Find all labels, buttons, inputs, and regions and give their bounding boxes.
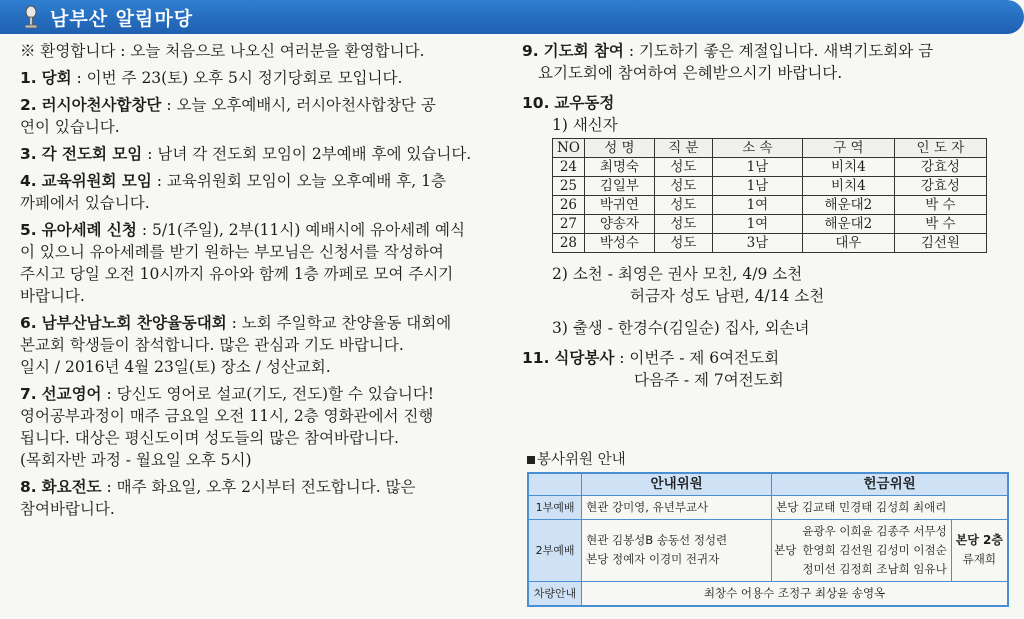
- service-label: 1부예배: [528, 495, 582, 519]
- table-row: [553, 196, 987, 215]
- new-member-table: [552, 138, 987, 253]
- page-title: 남부산 알림마당: [50, 8, 194, 30]
- column-header-offering: 헌금위원: [772, 473, 1008, 495]
- table-cell: 김선원: [894, 234, 986, 253]
- table-cell: 성도: [654, 158, 712, 177]
- header-bar: [0, 0, 1024, 34]
- offering-cell: 윤광우 이희윤 김종주 서무성 한영희 김선원 김성미 이점순 정미선 김정희 조남희 임유나: [798, 519, 951, 581]
- table-cell: 박 수: [894, 196, 986, 215]
- table-cell: 성도: [654, 177, 712, 196]
- table-row: [553, 215, 987, 234]
- microphone-icon: [20, 5, 42, 29]
- offering-cell: 본당 김교태 민경태 김성희 최애리: [772, 495, 1008, 519]
- column-header: 구 역: [802, 139, 894, 158]
- table-cell: 1남: [712, 177, 802, 196]
- table-cell: 24: [553, 158, 585, 177]
- notice-item-5: 5. 유아세례 신청 : 5/1(주일), 2부(11시) 예배시에 유아세례 예식 이 있으니 유아세례를 받기 원하는 부모님은 신청서를 작성하여 주시고 당일 오전 10시까지 유아와 함께 1층 까페로 모여 주시기 바랍니다.: [20, 221, 465, 305]
- table-header-row: [528, 473, 1008, 495]
- right-column: [522, 40, 1014, 396]
- table-cell: 25: [553, 177, 585, 196]
- table-cell: 성도: [654, 215, 712, 234]
- table-cell: 양송자: [584, 215, 654, 234]
- table-cell: 대우: [802, 234, 894, 253]
- notice-list: [20, 67, 510, 520]
- square-bullet-icon: [527, 456, 535, 464]
- notice-item-3: 3. 각 전도회 모임 : 남녀 각 전도회 모임이 2부예배 후에 있습니다.: [20, 145, 472, 163]
- table-cell: 최명숙: [584, 158, 654, 177]
- column-header: 인 도 자: [894, 139, 986, 158]
- table-cell: 27: [553, 215, 585, 234]
- table-row: [528, 519, 1008, 581]
- notice-item-8: 8. 화요전도 : 매주 화요일, 오후 2시부터 전도합니다. 많은 참여바랍니다.: [20, 478, 416, 518]
- table-row: [553, 177, 987, 196]
- table-cell: 해운대2: [802, 215, 894, 234]
- table-cell: 강효성: [894, 177, 986, 196]
- table-cell: 3남: [712, 234, 802, 253]
- table-cell: 성도: [654, 196, 712, 215]
- table-cell: 박 수: [894, 215, 986, 234]
- table-cell: 김일부: [584, 177, 654, 196]
- notice-item-11: 11. 식당봉사 : 이번주 - 제 6여전도회 다음주 - 제 7여전도회: [522, 349, 784, 389]
- notice-item-6: 6. 남부산남노회 찬양율동대회 : 노회 주일학교 찬양율동 대회에 본교회 학생들이 참석합니다. 많은 관심과 기도 바랍니다. 일시 / 2016년 4월 23일(토) 장소 / 성산교회.: [20, 314, 452, 376]
- guide-cell: 현관 강미영, 유년부교사: [582, 495, 772, 519]
- service-label: 2부예배: [528, 519, 582, 581]
- table-cell: 박성수: [584, 234, 654, 253]
- table-body: [553, 158, 987, 253]
- table-cell: 성도: [654, 234, 712, 253]
- notice-item-10: 10. 교우동정 1) 새신자 NO 성 명 직 분 소 속 구 역 인 도 자 24 최명숙 성도 1남 비치4 강효성 25 김일부 성도 1남 비치4 강효성 26 박귀연 성도 1여 해운대2 박 수 27 양송자 성도 1여 해운대2 박 수 28 박성수 성도 3남 대우 김선원 2) 소천 - 최영은 권사 모친, 4/9 소천 허금자 성도 남편, 4/14 소천 3) 출생 - 한경수(김일순) 집사, 외손녀: [522, 92, 1014, 339]
- table-cell: 비치4: [802, 177, 894, 196]
- notice-item-7: 7. 선교영어 : 당신도 영어로 설교(기도, 전도)할 수 있습니다! 영어공부과정이 매주 금요일 오전 11시, 2층 영화관에서 진행 됩니다. 대상은 평신도이며 성도들의 많은 참여바랍니다. (목회자반 과정 - 월요일 오후 5시): [20, 385, 435, 469]
- notice-item-2: 2. 러시아천사합창단 : 오늘 오후예배시, 러시아천사합창단 공 연이 있습니다.: [20, 96, 436, 136]
- volunteer-title: 봉사위원 안내: [527, 448, 626, 469]
- table-row: [553, 234, 987, 253]
- left-column: [20, 40, 510, 525]
- column-header: 소 속: [712, 139, 802, 158]
- table-row: [553, 158, 987, 177]
- notice-item-4: 4. 교육위원회 모임 : 교육위원회 모임이 오늘 오후예배 후, 1층 까페에서 있습니다.: [20, 172, 446, 212]
- guide-cell: 현관 김봉성B 송동선 정성련 본당 정예자 이경미 전귀자: [582, 519, 772, 581]
- table-cell: 1남: [712, 158, 802, 177]
- table-cell: 26: [553, 196, 585, 215]
- driver-names-cell: 최창수 어용수 조정구 최상윤 송영옥: [582, 581, 1008, 606]
- column-header: NO: [553, 139, 585, 158]
- table-cell: 1여: [712, 215, 802, 234]
- table-cell: 강효성: [894, 158, 986, 177]
- table-cell: 1여: [712, 196, 802, 215]
- notice-item-1: 1. 당회 : 이번 주 23(토) 오후 5시 정기당회로 모입니다.: [20, 69, 403, 87]
- table-cell: 비치4: [802, 158, 894, 177]
- offering-label: 본당: [772, 519, 799, 581]
- column-header: 성 명: [584, 139, 654, 158]
- notice-item-9: 9. 기도회 참여 : 기도하기 좋은 계절입니다. 새벽기도회와 금 요기도회에 참여하여 은혜받으시기 바랍니다.: [522, 42, 934, 82]
- table-cell: 박귀연: [584, 196, 654, 215]
- column-header-guide: 안내위원: [582, 473, 772, 495]
- extra-offering-cell: 본당 2층 류재희: [951, 519, 1008, 581]
- column-header: 직 분: [654, 139, 712, 158]
- table-header-row: [553, 139, 987, 158]
- service-label: 차량안내: [528, 581, 582, 606]
- table-row: [528, 581, 1008, 606]
- volunteer-table: [527, 472, 1009, 607]
- intro-text: ※ 환영합니다 : 오늘 처음으로 나오신 여러분을 환영합니다.: [20, 42, 425, 60]
- table-cell: 28: [553, 234, 585, 253]
- table-cell: 해운대2: [802, 196, 894, 215]
- table-row: [528, 495, 1008, 519]
